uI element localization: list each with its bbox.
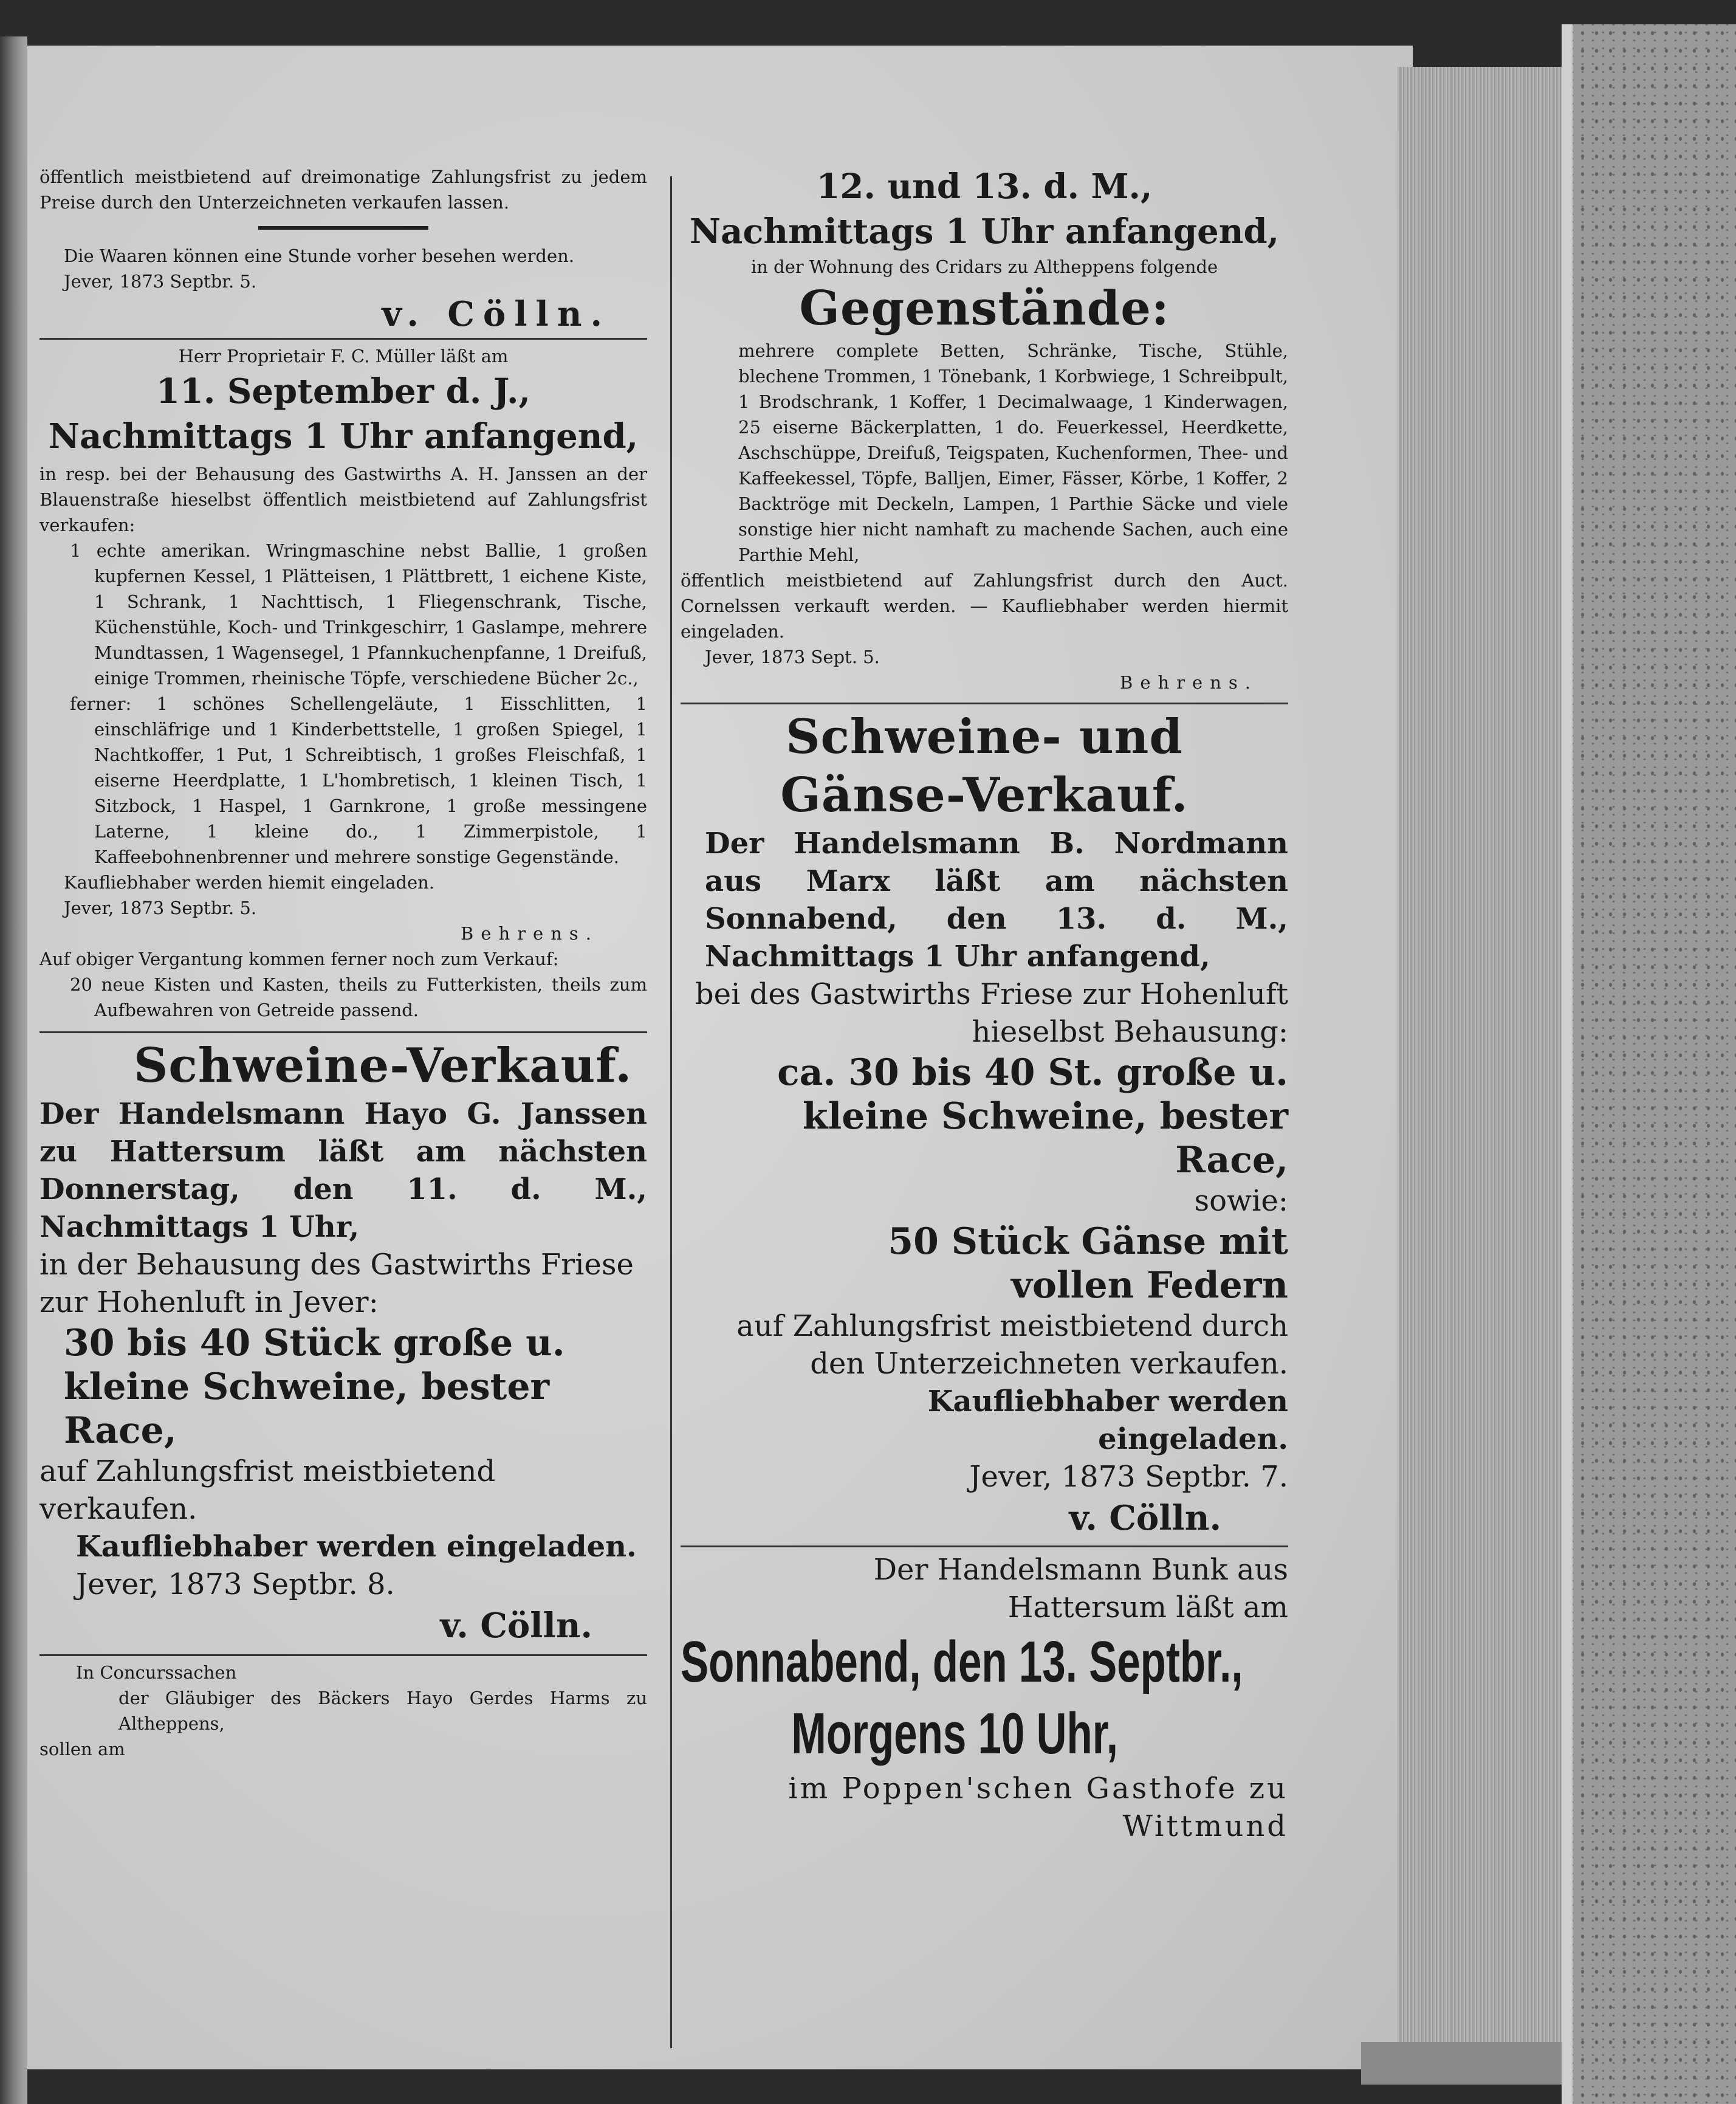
r-ad2-goods-1: ca. 30 bis 40 St. große u. kleine Schweine, bester Race, bbox=[777, 1051, 1288, 1181]
short-rule bbox=[258, 226, 428, 230]
ad2-buyers: Kaufliebhaber werden hiemit eingeladen. bbox=[64, 872, 435, 893]
ad2-signature: Behrens. bbox=[461, 923, 599, 944]
left-place-date-1: Jever, 1873 Septbr. 5. bbox=[64, 271, 257, 292]
book-stack-bottom bbox=[1361, 2042, 1568, 2085]
section-rule bbox=[681, 1545, 1288, 1547]
ad2-place-date: Jever, 1873 Septbr. 5. bbox=[64, 898, 257, 918]
ad2-items-1: 1 echte amerikan. Wringmaschine nebst Ballie, 1 großen kupfernen Kessel, 1 Plätteisen, 1 Plättbrett, 1 eichene Kiste, 1 Schrank, 1 Nachttisch, 1 Fliegenschrank, Tische, Küchenstühle, Koch- und Trinkgeschirr, 1 Gaslampe, mehrere Mundtassen, 1 Wagensegel, 1 Pfannkuchenpfanne, 1 Dreifuß, einige Trommen, rheinische Töpfe, verschiedene Bücher 2c., bbox=[70, 540, 647, 689]
r-ad3-location: im Poppen'schen Gasthofe zu Wittmund bbox=[788, 1772, 1288, 1843]
r-ad2-location: bei des Gastwirths Friese zur Hohenluft hieselbst Behausung: bbox=[695, 977, 1288, 1049]
r-ad2-terms: auf Zahlungsfrist meistbietend durch den Unterzeichneten verkaufen. bbox=[736, 1309, 1288, 1381]
ad3-place-date: Jever, 1873 Septbr. 8. bbox=[76, 1567, 395, 1601]
left-page-edge bbox=[0, 36, 27, 2104]
ad2-items-2: ferner: 1 schönes Schellengeläute, 1 Eisschlitten, 1 einschläfrige und 1 Kinderbettstelle, 1 großen Spiegel, 1 Nachtkoffer, 1 Put, 1 Schreibtisch, 1 großes Fleischfaß, 1 eiserne Heerdplatte, 1 L'hombretisch, 1 kleinen Tisch, 1 Sitzbock, 1 Haspel, 1 Garnkrone, 1 große messingene Laterne, 1 kleine do., 1 Zimmerpistole, 1 Kaffeebohnenbrenner und mehrere sonstige Gegenstände. bbox=[70, 693, 647, 867]
r-ad2-goods-2: 50 Stück Gänse mit vollen Federn bbox=[888, 1220, 1288, 1307]
r-ad2-sowie: sowie: bbox=[1194, 1184, 1288, 1218]
r-ad2-signature: v. Cölln. bbox=[1069, 1498, 1221, 1538]
ad3-title: Schweine-Verkauf. bbox=[134, 1038, 633, 1093]
ad4-text: der Gläubiger des Bäckers Hayo Gerdes Harms zu Altheppens, bbox=[118, 1688, 647, 1734]
left-top-text: öffentlich meistbietend auf dreimonatige Zahlungsfrist zu jedem Preise durch den Unterzeichneten verkaufen lassen. bbox=[39, 167, 647, 213]
section-rule bbox=[39, 1654, 647, 1656]
ad4-end: sollen am bbox=[39, 1739, 125, 1759]
ad3-goods: 30 bis 40 Stück große u. kleine Schweine, bester Race, bbox=[64, 1322, 565, 1452]
r-ad2-title-1: Schweine- und bbox=[786, 709, 1183, 765]
r-ad1-place-date: Jever, 1873 Sept. 5. bbox=[705, 647, 880, 667]
section-rule bbox=[39, 338, 647, 340]
r-ad1-date: 12. und 13. d. M., bbox=[816, 167, 1153, 207]
r-ad3-text: Der Handelsmann Bunk aus Hattersum läßt am bbox=[873, 1553, 1288, 1624]
ad3-text: Der Handelsmann Hayo G. Janssen zu Hattersum läßt am nächsten Donnerstag, den 11. d. M., Nachmittags 1 Uhr, bbox=[39, 1097, 647, 1244]
section-rule bbox=[39, 1031, 647, 1033]
ad3-buyers: Kaufliebhaber werden eingeladen. bbox=[76, 1530, 637, 1564]
book-cover bbox=[1562, 24, 1736, 2104]
r-ad1-location: in der Wohnung des Cridars zu Altheppens folgende bbox=[750, 256, 1218, 277]
r-ad2-place-date: Jever, 1873 Septbr. 7. bbox=[969, 1460, 1288, 1494]
column-divider bbox=[670, 176, 672, 2048]
ad2-location: in resp. bei der Behausung des Gastwirths A. H. Janssen an der Blauenstraße hieselbst öffentlich meistbietend auf Zahlungsfrist verkaufen: bbox=[39, 464, 647, 535]
ad3-location: in der Behausung des Gastwirths Friese zur Hohenluft in Jever: bbox=[39, 1248, 634, 1319]
ad2-time: Nachmittags 1 Uhr anfangend, bbox=[48, 416, 639, 456]
r-ad1-heading: Gegenstände: bbox=[799, 281, 1170, 336]
r-ad3-time: Morgens 10 Uhr, bbox=[791, 1701, 1118, 1766]
ad3-signature: v. Cölln. bbox=[440, 1606, 592, 1646]
r-ad1-time: Nachmittags 1 Uhr anfangend, bbox=[689, 211, 1280, 252]
r-ad1-terms: öffentlich meistbietend auf Zahlungsfrist durch den Auct. Cornelssen verkauft werden. — Kaufliebhaber werden hiermit eingeladen. bbox=[681, 570, 1288, 642]
ad3-terms: auf Zahlungsfrist meistbietend verkaufen. bbox=[39, 1454, 496, 1526]
section-rule bbox=[681, 703, 1288, 704]
r-ad1-items: mehrere complete Betten, Schränke, Tische, Stühle, blechene Trommen, 1 Tönebank, 1 Korbwiege, 1 Schreibpult, 1 Brodschrank, 1 Koffer, 1 Decimalwaage, 1 Kinderwagen, 25 eiserne Bäckerplatten, 1 do. Feuerkessel, Heerdkette, Aschschüppe, Dreifuß, Teigspaten, Kuchenformen, Thee- und Kaffeekessel, Töpfe, Balljen, Eimer, Fässer, Körbe, 1 Koffer, 2 Backtröge mit Deckeln, Lampen, 1 Parthie Säcke und viele sonstige hier nicht namhaft zu machende Sachen, auch eine Parthie Mehl, bbox=[738, 340, 1288, 565]
ad2-intro: Herr Proprietair F. C. Müller läßt am bbox=[178, 346, 509, 366]
r-ad2-buyers: Kaufliebhaber werden eingeladen. bbox=[927, 1384, 1288, 1456]
right-column bbox=[681, 164, 1288, 1845]
ad2-addendum: Auf obiger Vergantung kommen ferner noch zum Verkauf: bbox=[39, 949, 559, 969]
r-ad3-date: Sonnabend, den 13. Septbr., bbox=[681, 1629, 1243, 1694]
left-column bbox=[39, 164, 647, 1762]
book-page-stack bbox=[1398, 67, 1562, 2078]
ad2-addendum-items: 20 neue Kisten und Kasten, theils zu Futterkisten, theils zum Aufbewahren von Getreide passend. bbox=[70, 974, 647, 1020]
r-ad2-text: Der Handelsmann B. Nordmann aus Marx läßt am nächsten Sonnabend, den 13. d. M., Nachmittags 1 Uhr anfangend, bbox=[705, 827, 1288, 974]
book-cover-edge bbox=[1562, 24, 1573, 2104]
left-signature-1: v. Cölln. bbox=[382, 294, 611, 334]
ad2-date: 11. September d. J., bbox=[156, 371, 530, 411]
r-ad2-title-2: Gänse-Verkauf. bbox=[780, 768, 1189, 823]
ad4-intro: In Concurssachen bbox=[76, 1662, 237, 1683]
left-note: Die Waaren können eine Stunde vorher besehen werden. bbox=[64, 246, 575, 266]
r-ad1-signature: Behrens. bbox=[1120, 672, 1258, 693]
